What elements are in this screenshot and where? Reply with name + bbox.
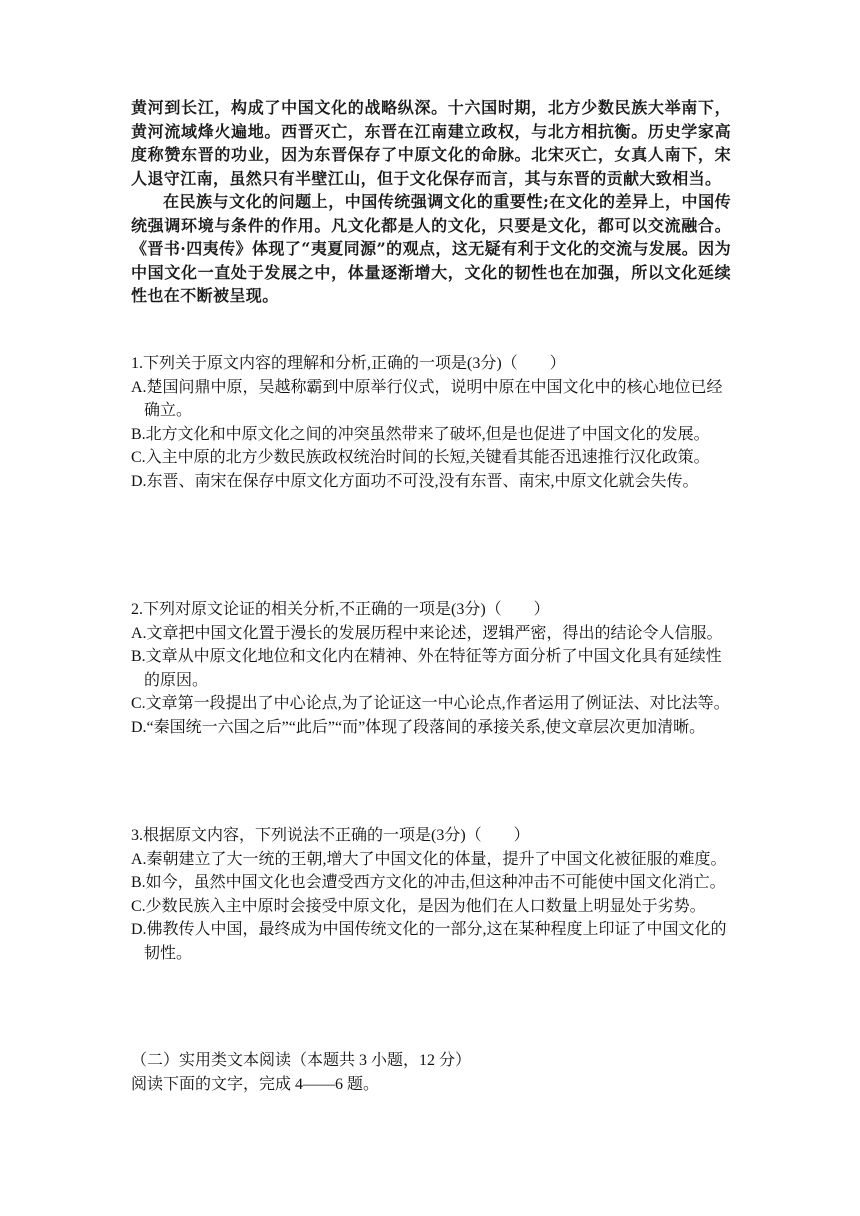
answer-option-d: D.佛教传人中国，最终成为中国传统文化的一部分,这在某种程度上印证了中国文化的韧性。 [131,921,727,962]
section-heading: （二）实用类文本阅读（本题共 3 小题，12 分） [131,1052,472,1069]
section-instruction: 阅读下面的文字，完成 4——6 题。 [131,1075,380,1093]
answer-option-a: A.楚国问鼎中原，吴越称霸到中原举行仪式，说明中原在中国文化中的核心地位已经确立。 [131,378,723,420]
question-3 [131,824,731,966]
answer-option-a: A.秦朝建立了大一统的王朝,增大了中国文化的体量，提升了中国文化被征服的难度。 [131,850,727,868]
answer-option-b: B.文章从中原文化地位和文化内在精神、外在特征等方面分析了中国文化具有延续性的原因。 [131,648,722,689]
answer-option-c: C.文章第一段提出了中心论点,为了论证这一中心论点,作者运用了例证法、对比法等。 [131,695,730,713]
answer-option-b: B.如今，虽然中国文化也会遭受西方文化的冲击,但这种冲击不可能使中国文化消亡。 [131,874,726,892]
passage-paragraph: 在民族与文化的问题上，中国传统强调文化的重要性;在文化的差异上，中国传统强调环境与条件的作用。凡文化都是人的文化，只要是文化，都可以交流融合。《晋书·四夷传》体现了“夷夏同源”的观点，这无疑有利于文化的交流与发展。因为中国文化一直处于发展之中，体量逐渐增大，文化的韧性也在加强，所以文化延续性也在不断被呈现。 [131,192,731,305]
passage-paragraph: 黄河到长江，构成了中国文化的战略纵深。十六国时期，北方少数民族大举南下，黄河流域烽火遍地。西晋灭亡，东晋在江南建立政权，与北方相抗衡。历史学家高度称赞东晋的功业，因为东晋保存了中原文化的命脉。北宋灭亡，女真人南下，宋人退守江南，虽然只有半壁江山，但于文化保存而言，其与东晋的贡献大致相当。 [131,98,731,188]
section-two [131,1049,731,1096]
answer-option-d: D.“秦国统一六国之后”“此后”“而”体现了段落间的承接关系,使文章层次更加清晰。 [131,718,706,736]
answer-option-d: D.东晋、南宋在保存中原文化方面功不可没,没有东晋、南宋,中原文化就会失传。 [131,472,699,490]
question-stem: 1.下列关于原文内容的理解和分析,正确的一项是(3分)（ ） [131,355,566,372]
question-stem: 3.根据原文内容，下列说法不正确的一项是(3分)（ ） [131,827,530,844]
answer-option-c: C.入主中原的北方少数民族政权统治时间的长短,关键看其能否迅速推行汉化政策。 [131,449,710,467]
answer-option-c: C.少数民族入主中原时会接受中原文化，是因为他们在人口数量上明显处于劣势。 [131,897,706,915]
reading-passage [131,96,731,308]
answer-option-b: B.北方文化和中原文化之间的冲突虽然带来了破坏,但是也促进了中国文化的发展。 [131,425,710,443]
question-stem: 2.下列对原文论证的相关分析,不正确的一项是(3分)（ ） [131,601,550,618]
question-2 [131,598,731,740]
answer-option-a: A.文章把中国文化置于漫长的发展历程中来论述，逻辑严密，得出的结论令人信服。 [131,624,723,642]
question-1 [131,352,731,494]
